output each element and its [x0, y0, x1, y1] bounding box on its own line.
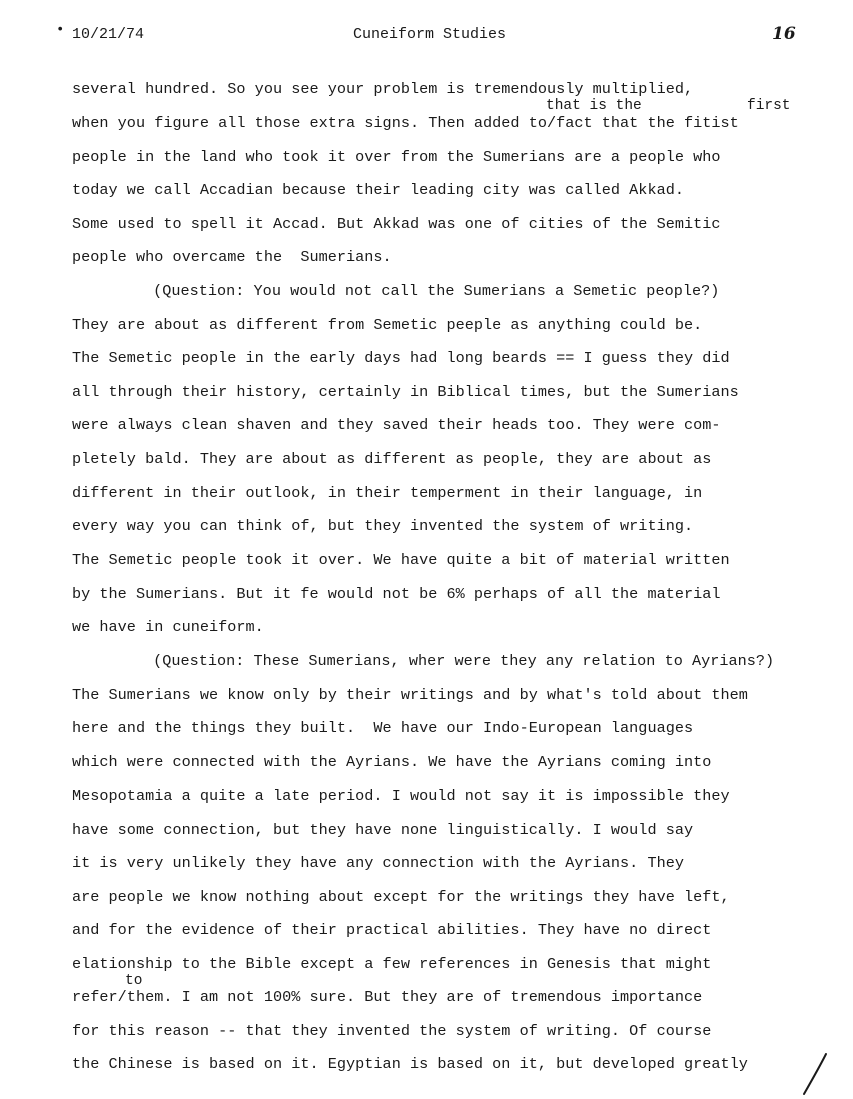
text-line: for this reason -- that they invented the system of writing. Of course: [72, 1022, 712, 1040]
text-line: people in the land who took it over from the Sumerians are a people who: [72, 148, 721, 166]
text-line: we have in cuneiform.: [72, 618, 264, 636]
text-line: which were connected with the Ayrians. We have the Ayrians coming into: [72, 753, 712, 771]
text-line: and for the evidence of their practical abilities. They have no direct: [72, 921, 712, 939]
text-line: the Chinese is based on it. Egyptian is based on it, but developed greatly: [72, 1055, 748, 1073]
page-header: [0, 22, 853, 48]
text-line: every way you can think of, but they invented the system of writing.: [72, 517, 694, 535]
text-line: when you figure all those extra signs. Then added to/fact that the fitist: [72, 114, 739, 132]
text-line: different in their outlook, in their temperment in their language, in: [72, 484, 703, 502]
text-line: Mesopotamia a quite a late period. I would not say it is impossible they: [72, 787, 730, 805]
header-title: Cuneiform Studies: [353, 26, 507, 43]
text-line: elationship to the Bible except a few references in Genesis that might: [72, 955, 712, 973]
header-date: 10/21/74: [72, 26, 145, 43]
interlinear-insert: to: [125, 973, 143, 989]
text-line: pletely bald. They are about as different as people, they are about as: [72, 450, 712, 468]
interlinear-insert: that is the: [546, 98, 642, 114]
text-line: Some used to spell it Accad. But Akkad was one of cities of the Semitic: [72, 215, 721, 233]
text-line: have some connection, but they have none linguistically. I would say: [72, 821, 694, 839]
text-line: today we call Accadian because their leading city was called Akkad.: [72, 181, 684, 199]
text-line: The Sumerians we know only by their writings and by what's told about them: [72, 686, 748, 704]
text-line: refer/them. I am not 100% sure. But they are of tremendous importance: [72, 988, 703, 1006]
handwritten-slash-mark: [800, 1052, 830, 1096]
text-line: here and the things they built. We have our Indo-European languages: [72, 719, 694, 737]
text-line: The Semetic people took it over. We have quite a bit of material written: [72, 551, 730, 569]
text-line: The Semetic people in the early days had long beards == I guess they did: [72, 349, 730, 367]
text-line: are people we know nothing about except for the writings they have left,: [72, 888, 730, 906]
text-line: were always clean shaven and they saved their heads too. They were com-: [72, 416, 721, 434]
text-line: They are about as different from Semetic peeple as anything could be.: [72, 316, 703, 334]
text-line: all through their history, certainly in Biblical times, but the Sumerians: [72, 383, 739, 401]
text-line: (Question: These Sumerians, wher were they any relation to Ayrians?): [80, 652, 775, 670]
text-line: it is very unlikely they have any connection with the Ayrians. They: [72, 854, 684, 872]
text-line: several hundred. So you see your problem is tremendously multiplied,: [72, 80, 694, 98]
text-line: (Question: You would not call the Sumerians a Semetic people?): [80, 282, 720, 300]
text-line: by the Sumerians. But it fe would not be 6% perhaps of all the material: [72, 585, 721, 603]
text-line: people who overcame the Sumerians.: [72, 248, 392, 266]
interlinear-insert: first: [747, 98, 791, 114]
header-dot: •: [56, 22, 65, 38]
header-page-number: 16: [772, 24, 796, 44]
